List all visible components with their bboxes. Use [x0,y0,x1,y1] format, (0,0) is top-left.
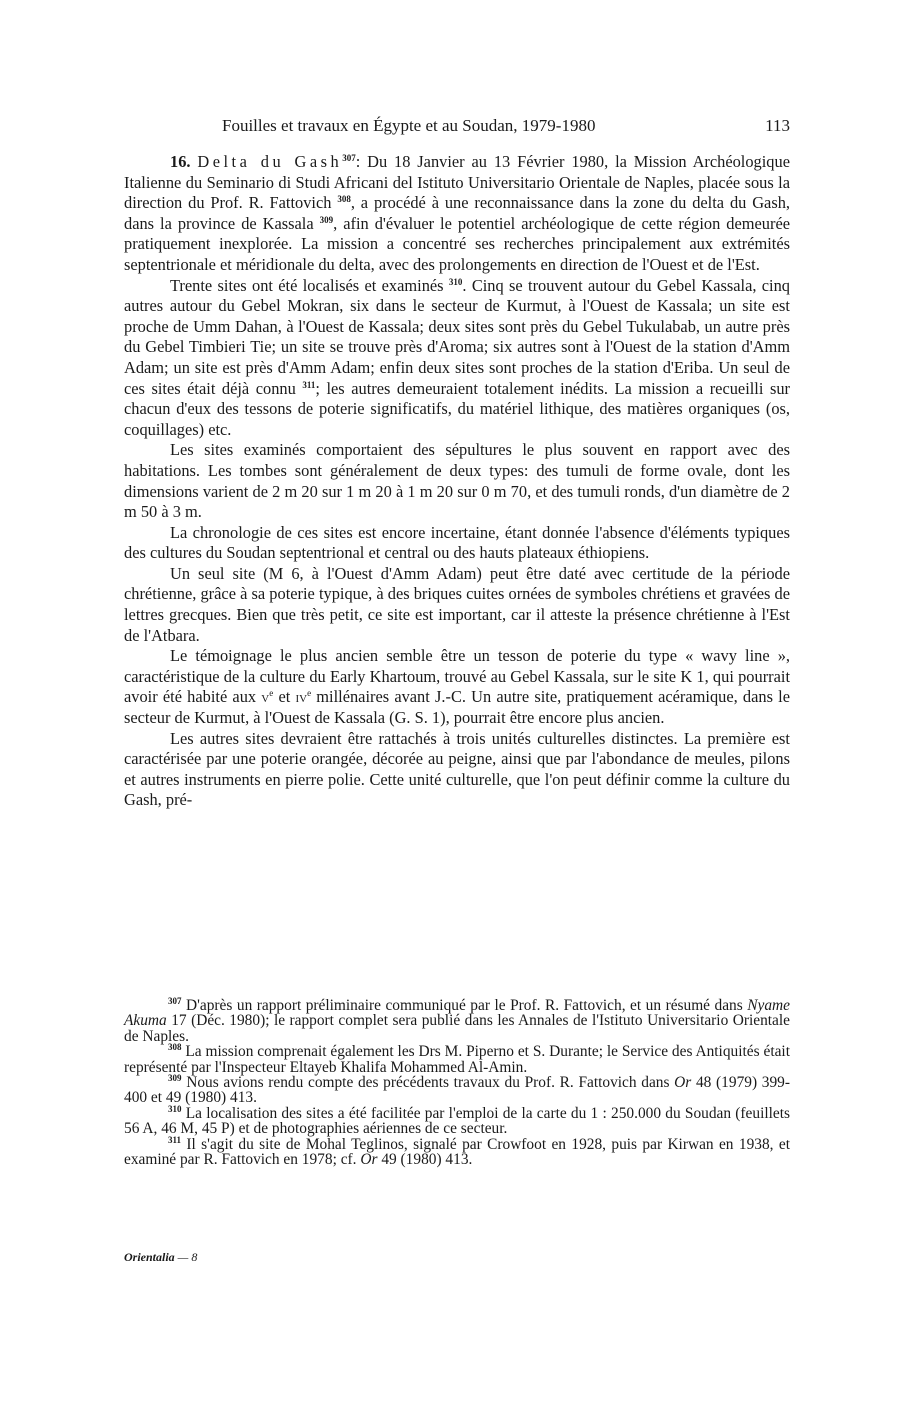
paragraph-1: 16. Delta du Gash$^{307}$: Du 18 Janvier au 13 Février 1980, la Mission Archéologique Italienne du Seminario di Studi Africani del Istituto Universitario Orientale de Naples, placée sous la direction du Prof. R. Fattovich $^{308}$, a procédé à une reconnaissance dans la zone du delta du Gash, dans la province de Kassala $^{309}$, afin d'évaluer le potentiel archéologique de cette région demeurée pratiquement inexplorée. La mission a concentré ses recherches principalement aux extrémités septentrionale et méridionale du delta, avec des prolongements en direction de l'Ouest et de l'Est. [124,152,790,274]
footnote-ref[interactable]: 308 [337,194,351,205]
footnote-ref[interactable]: 311 [302,379,316,390]
paragraph-6: Le témoignage le plus ancien semble être un tesson de poterie du type « wavy line », caractéristique de la culture du Early Khartoum, trouvé au Gebel Kassala, sur le site K 1, qui pourrait avoir été habité aux $v^e$ et $iv^e$ millénaires avant J.-C. Un autre site, pratiquement acéramique, dans le secteur de Kurmut, à l'Ouest de Kassala (G. S. 1), pourrait être encore plus ancien. [124,646,790,728]
footnote-311: $^{311}$ Il s'agit du site de Mohal Teglinos, signalé par Crowfoot en 1928, puis par Kirwan en 1938, et examiné par R. Fattovich en 1978; cf. Or 49 (1980) 413. [124,1134,790,1169]
footnote-ref[interactable]: 310 [448,276,463,287]
main-text [124,152,790,811]
footnote-ref[interactable]: 307 [342,153,356,163]
page-number: 113 [765,116,790,135]
running-title: Fouilles et travaux en Égypte et au Soudan, 1979-1980 [222,116,596,135]
footnote-ref[interactable]: 309 [319,214,334,225]
paragraph-3: Les sites examinés comportaient des sépultures le plus souvent en rapport avec des habitations. Les tombes sont généralement de deux types: des tumuli de forme ovale, dont les dimensions varient de 2 m 20 sur 1 m 20 à 1 m 20 sur 0 m 70, et des tumuli ronds, d'un diamètre de 2 m 50 à 3 m. [124,440,790,522]
footnote-309: $^{309}$ Nous avions rendu compte des précédents travaux du Prof. R. Fattovich dans Or 48 (1979) 399-400 et 49 (1980) 413. [124,1073,790,1107]
running-header [124,116,790,138]
section-title: Delta du Gash [197,152,343,171]
journal-name: Orientalia [124,1250,175,1264]
footnotes [124,998,790,1167]
paragraph-4: La chronologie de ces sites est encore incertaine, étant donnée l'absence d'éléments typiques des cultures du Soudan septentrional et central ou des hauts plateaux éthiopiens. [124,522,790,563]
paragraph-2: Trente sites ont été localisés et examinés $^{310}$. Cinq se trouvent autour du Gebel Kassala, cinq autres autour du Gebel Mokran, six dans le secteur de Kurmut, à l'Ouest de Kassala; un site est proche de Umm Dahan, à l'Ouest de Kassala; deux sites sont près du Gebel Tukulabab, un autre près du Gebel Timbieri Tie; un site se trouve près d'Aroma; six autres sont à l'Ouest de la station d'Amm Adam; un site est près d'Amm Adam; enfin deux sites sont proches de la station d'Eriba. Un seul de ces sites était déjà connu $^{311}$; les autres demeuraient totalement inédits. La mission a recueilli sur chacun d'eux des tessons de poterie significatifs, du matériel lithique, des matières organiques (os, coquillages) etc. [124,275,790,439]
footnote-310: $^{310}$ La localisation des sites a été facilitée par l'emploi de la carte du 1 : 250.000 du Soudan (feuillets 56 A, 46 M, 45 P) et de photographies aériennes de ce secteur. [124,1103,790,1138]
paragraph-5: Un seul site (M 6, à l'Ouest d'Amm Adam) peut être daté avec certitude de la période chrétienne, grâce à sa poterie typique, à des briques cuites ornées de symboles chrétiens et gravées de lettres grecques. Bien que très petit, ce site est important, car il atteste la présence chrétienne à l'Est de l'Atbara. [124,563,790,645]
signature-mark [124,1250,197,1265]
footnote-308: $^{308}$ La mission comprenait également les Drs M. Piperno et S. Durante; le Service des Antiquités était représenté par l'Inspecteur Eltayeb Khalifa Mohammed Al-Amin. [124,1042,790,1076]
footnote-307: $^{307}$ D'après un rapport préliminaire communiqué par le Prof. R. Fattovich, et un résumé dans Nyame Akuma 17 (Déc. 1980); le rapport complet sera publié dans les Annales de l'Istituto Universitario Orientale de Naples. [124,996,790,1045]
section-number: 16. [170,152,191,171]
signature-number: — 8 [177,1250,198,1264]
paragraph-7: Les autres sites devraient être rattachés à trois unités culturelles distinctes. La première est caractérisée par une poterie orangée, décorée au peigne, ainsi que par l'abondance de meules, pilons et autres instruments en pierre polie. Cette unité culturelle, que l'on peut définir comme la culture du Gash, pré- [124,728,790,810]
